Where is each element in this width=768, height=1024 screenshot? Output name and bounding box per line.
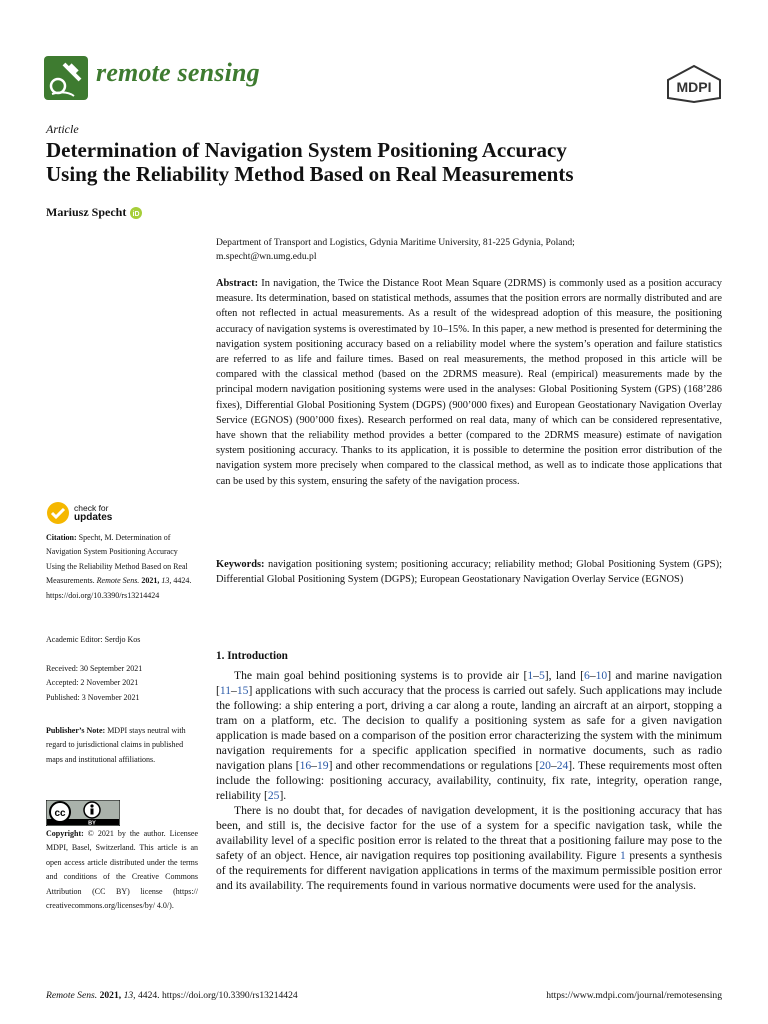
body-text-run: – (589, 669, 596, 682)
journal-name: remote sensing (96, 58, 260, 87)
footer-doi[interactable]: 4424. https://doi.org/10.3390/rs13214424 (137, 990, 298, 1001)
citation-journal: Remote Sens. (96, 576, 140, 586)
citation-volume: 13, (161, 576, 172, 586)
keywords-text: navigation positioning system; positioning accuracy; reliability method; Global Positioning System (GPS); Differential Global Positioning System (DGPS); European Geostationary Navigation Overlay Service (EGNOS) (216, 559, 722, 586)
body-text-run: ]. These requirements most often include the following: positioning accuracy, availability, continuity, fix rate, integrity, operation range, reliability [ (216, 759, 723, 802)
citation-doi[interactable]: 4424. https://doi.org/10.3390/rs13214424 (46, 576, 192, 600)
citation-text: Specht, M. Determination of Navigation System Positioning Accuracy Using the Reliability Method Based on Real Measurements. (46, 533, 188, 586)
body-text-run: There is no doubt that, for decades of navigation development, it is the positioning accuracy that has been, and still is, the decisive factor for the use of a system for a specific navigation task, while the availability level of a specific position error is related to the threat that a positioning failure may pose to the safety of an object. Hence, air navigation requires top positioning availability. Figure (216, 804, 722, 862)
abstract-text: In navigation, the Twice the Distance Root Mean Square (2DRMS) is commonly used as a position accuracy measure. Its determination, based on statistical methods, assumes that the position errors are normally distributed and are often not reflected in actual measurements. As a result of the widespread adoption of this measure, the positioning accuracy of navigation systems is overestimated by 10–15%. In this paper, a new method is presented for determining the navigation system positioning accuracy based on a reliability model where the system’s operation and failure statistics are referred to as life and failure times. Based on real measurements, the method proposed in this article will be compared with the classical method (based on the 2DRMS measure). Real (empirical) measurements made by the principal modern navigation positioning systems were used in the analyses: Global Positioning System (GPS) (168’286 fixes), Differential Global Positioning System (DGPS) (900’000 fixes) and European Geostationary Navigation Overlay Service (EGNOS) (900’000 fixes). Research performed on real data, many of which can be considered representative, have shown that the reliability method provides a better (compared to the 2DRMS measure) estimate of navigation system positioning accuracy. Thanks to its application, it is possible to determine the position error distribution of the navigation system more precisely when compared to the classical method, as well as to indicate those applications that can be used by this system, ensuring the safety of the navigation process. (216, 278, 722, 487)
footer-journal-url[interactable]: https://www.mdpi.com/journal/remotesensing (546, 990, 722, 1001)
accepted-date: Accepted: 2 November 2021 (46, 678, 139, 688)
body-text-run: ] and other recommendations or regulations [ (328, 759, 540, 772)
body-text-run: – (231, 684, 237, 697)
check-updates-line1: check for (74, 503, 109, 513)
copyright-block (46, 827, 198, 913)
article-type: Article (46, 122, 79, 136)
body-text-run: – (311, 759, 317, 772)
footer-year: 2021, (99, 990, 122, 1001)
body-text-run: ], land [ (544, 669, 585, 682)
academic-editor: Academic Editor: Serdjo Kos (46, 635, 141, 644)
citation-link[interactable]: 15 (236, 684, 249, 697)
body-text-run: – (550, 759, 557, 772)
cc-by-license-icon[interactable] (46, 800, 120, 826)
affiliation-line-1: Department of Transport and Logistics, Gdynia Maritime University, 81-225 Gdynia, Poland; (216, 237, 575, 248)
citation-link[interactable]: 16 (299, 759, 312, 772)
citation-link[interactable]: 20 (539, 759, 551, 772)
abstract (216, 276, 722, 489)
check-for-updates-badge[interactable] (46, 500, 176, 526)
citation-link[interactable]: 19 (316, 759, 329, 772)
title-line-2: Using the Reliability Method Based on Real Measurements (46, 162, 574, 186)
body-text (216, 668, 722, 893)
section-heading: 1. Introduction (216, 650, 288, 662)
copyright-label: Copyright: (46, 829, 84, 838)
published-date: Published: 3 November 2021 (46, 692, 140, 702)
citation-link[interactable]: 25 (267, 789, 280, 802)
citation-link[interactable]: 24 (556, 759, 569, 772)
article-title (46, 138, 726, 186)
figure-link[interactable]: 1 (620, 849, 626, 862)
keywords-label: Keywords: (216, 559, 265, 570)
body-text-run: – (533, 669, 539, 682)
cc-badge-text: BY (88, 820, 96, 826)
title-line-1: Determination of Navigation System Positioning Accuracy (46, 138, 567, 162)
abstract-label: Abstract: (216, 278, 259, 289)
citation-label: Citation: (46, 533, 77, 542)
svg-text:cc: cc (54, 808, 66, 819)
body-text-run: The main goal behind positioning systems is to provide air [ (234, 669, 528, 682)
orcid-icon[interactable] (130, 207, 142, 219)
author-line (46, 205, 142, 220)
svg-text:iD: iD (132, 210, 140, 218)
affiliation-email[interactable]: m.specht@wn.umg.edu.pl (216, 251, 317, 262)
citation-link[interactable]: 11 (219, 684, 232, 697)
citation-link[interactable]: 5 (538, 669, 545, 682)
body-text-run: ]. (279, 789, 287, 802)
footer-citation (46, 990, 298, 1001)
citation-link[interactable]: 1 (527, 669, 534, 682)
affiliation (216, 236, 726, 264)
publisher-note-label: Publisher’s Note: (46, 726, 106, 735)
citation-link[interactable]: 6 (584, 669, 590, 682)
mdpi-logo-icon (665, 64, 723, 104)
copyright-text: © 2021 by the author. Licensee MDPI, Basel, Switzerland. This article is an open access article distributed under the terms and conditions of the Creative Commons Attribution (CC BY) license (https:// creativecommons.org/licenses/by/ 4.0/). (46, 829, 199, 911)
received-date: Received: 30 September 2021 (46, 664, 143, 673)
check-updates-text (74, 504, 112, 522)
keywords (216, 557, 722, 587)
footer-journal: Remote Sens. (46, 990, 98, 1001)
paragraph-2 (216, 803, 722, 893)
mdpi-logo-text: MDPI (676, 79, 712, 95)
body-text-run: ] and marine navigation [ (216, 669, 722, 697)
journal-logo-icon (44, 56, 88, 100)
check-updates-icon (46, 501, 70, 525)
citation-block (46, 531, 198, 603)
paragraph-1 (216, 668, 722, 803)
citation-link[interactable]: 10 (595, 669, 608, 682)
footer-volume: 13, (123, 990, 136, 1001)
body-text-run: presents a synthesis of the requirements for different navigation applications in terms of the maximum permissible position error and its availability. The requirements found in various normative documents were used for the analysis. (216, 849, 722, 892)
body-text-run: ] applications with such accuracy that the process is carried out safely. Such applications may include the following: a ship entering a port, driving a car along a route, landing an aircraft at an airport, stopping a tram on a platform, etc. The decision to qualify a positioning system as safe for a given navigation application is made based on a comparison of the position error characterizing the system with the minimum navigation requirements for a specific application specified in normative documents, such as radio navigation plans [ (216, 684, 722, 772)
publisher-note (46, 724, 198, 767)
publisher-note-text: MDPI stays neutral with regard to jurisdictional claims in published maps and institutional affiliations. (46, 726, 186, 764)
check-updates-line2: updates (74, 512, 113, 523)
citation-year: 2021, (141, 576, 160, 586)
author-name: Mariusz Specht (46, 205, 127, 219)
dates-block (46, 662, 198, 705)
